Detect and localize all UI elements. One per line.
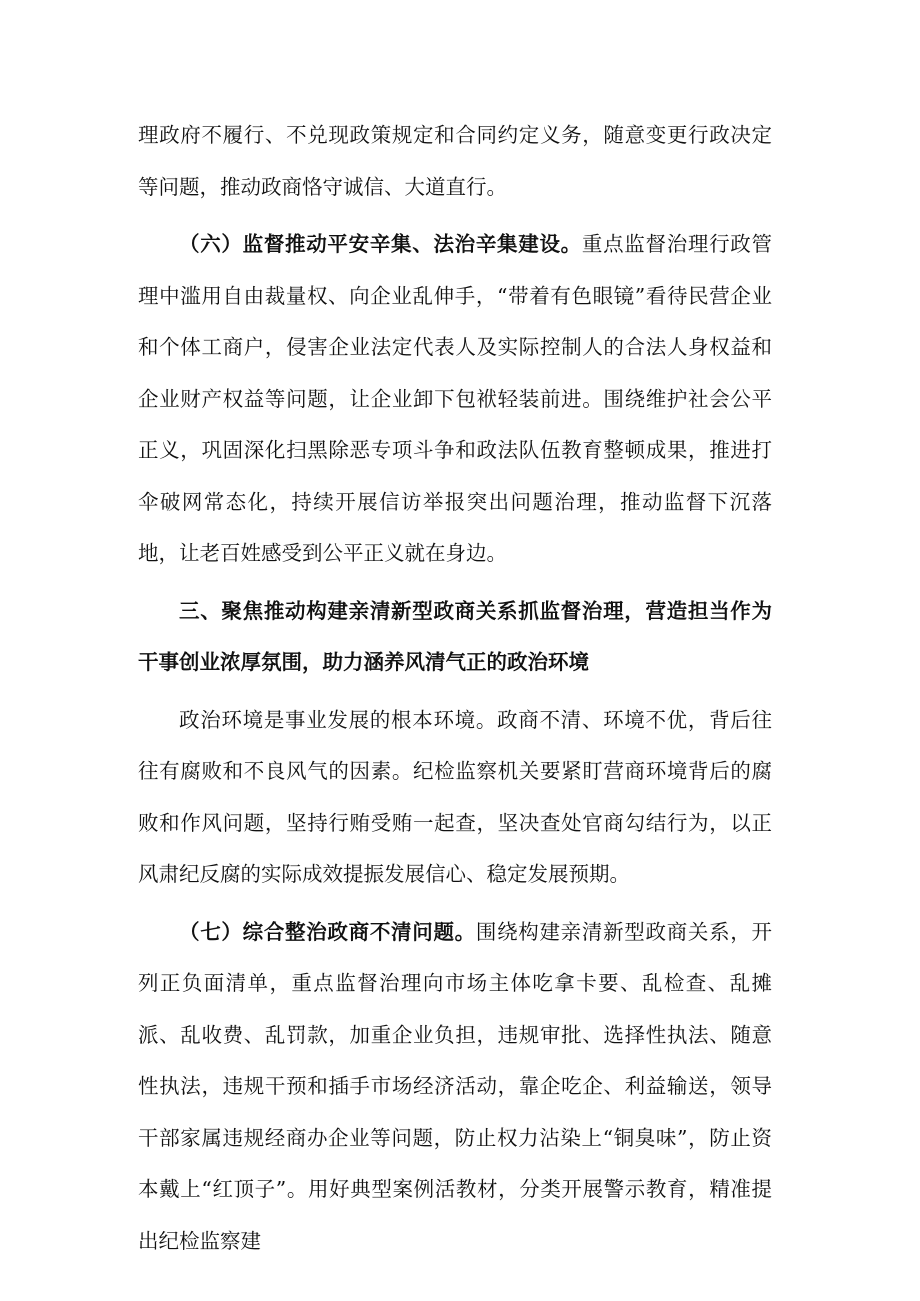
paragraph-continuation [138,110,772,213]
heading-text: 三、聚焦推动构建亲清新型政商关系抓监督治理，营造担当作为干事创业浓厚氛围，助力涵养风清气正的政治环境 [138,598,772,674]
section-lead: （六）监督推动平安辛集、法治辛集建设。 [179,232,582,256]
paragraph-section-7 [138,907,772,1268]
paragraph-section-6 [138,219,772,580]
section-heading-3 [138,586,772,689]
paragraph-text: 围绕构建亲清新型政商关系，开列正负面清单，重点监督治理向市场主体吃拿卡要、乱检查、乱摊派、乱收费、乱罚款，加重企业负担，违规审批、选择性执法、随意性执法，违规干预和插手市场经济活动，靠企吃企、利益输送，领导干部家属违规经商办企业等问题，防止权力沾染上“铜臭味”，防止资本戴上“红顶子”。用好典型案例活教材，分类开展警示教育，精准提出纪检监察建 [138,919,773,1253]
document-page [138,110,772,1267]
section-lead: （七）综合整治政商不清问题。 [179,919,476,944]
paragraph-text: 理政府不履行、不兑现政策规定和合同约定义务，随意变更行政决定等问题，推动政商恪守诚信、大道直行。 [138,123,772,199]
paragraph-political-environment [138,695,772,901]
paragraph-text: 政治环境是事业发展的根本环境。政商不清、环境不优，背后往往有腐败和不良风气的因素。纪检监察机关要紧盯营商环境背后的腐败和作风问题，坚持行贿受贿一起查，坚决查处官商勾结行为，以正风肃纪反腐的实际成效提振发展信心、稳定发展预期。 [138,707,772,886]
paragraph-text: 重点监督治理行政管理中滥用自由裁量权、向企业乱伸手，“带着有色眼镜”看待民营企业和个体工商户，侵害企业法定代表人及实际控制人的合法人身权益和企业财产权益等问题，让企业卸下包袱轻装前进。围绕维护社会公平正义，巩固深化扫黑除恶专项斗争和政法队伍教育整顿成果，推进打伞破网常态化，持续开展信访举报突出问题治理，推动监督下沉落地，让老百姓感受到公平正义就在身边。 [138,232,773,565]
